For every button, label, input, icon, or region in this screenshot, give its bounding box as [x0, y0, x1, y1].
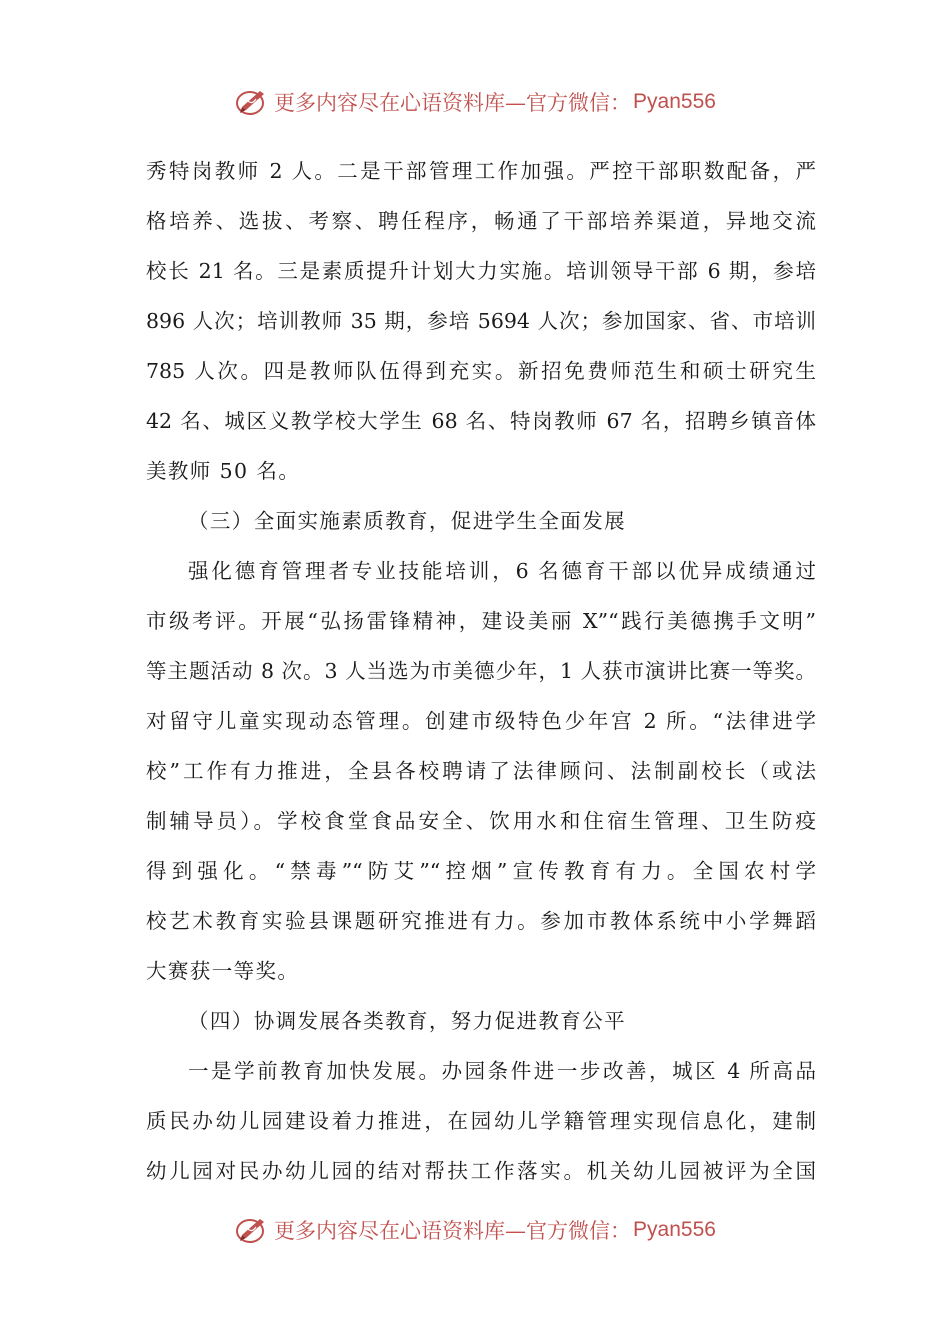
- body-line: 质民办幼儿园建设着力推进，在园幼儿学籍管理实现信息化，建制: [146, 1109, 816, 1133]
- document-body: [146, 146, 816, 1196]
- header-text: 更多内容尽在心语资料库—官方微信：: [274, 91, 632, 115]
- body-line: 校艺术教育实验县课题研究推进有力。参加市教体系统中小学舞蹈: [146, 909, 816, 933]
- body-line: 制辅导员）。学校食堂食品安全、饮用水和住宿生管理、卫生防疫: [146, 809, 816, 833]
- body-line: 强化德育管理者专业技能培训，6 名德育干部以优异成绩通过: [188, 559, 816, 583]
- body-line: 对留守儿童实现动态管理。创建市级特色少年宫 2 所。“法律进学: [146, 709, 816, 733]
- body-line: 42 名、城区义教学校大学生 68 名、特岗教师 67 名，招聘乡镇音体: [146, 409, 816, 433]
- body-line: 一是学前教育加快发展。办园条件进一步改善，城区 4 所高品: [188, 1059, 816, 1083]
- body-line: 896 人次；培训教师 35 期，参培 5694 人次；参加国家、省、市培训: [146, 309, 816, 333]
- header-wechat-id: Pyan556: [633, 90, 716, 113]
- footer-banner: [0, 1210, 950, 1250]
- body-line: 等主题活动 8 次。3 人当选为市美德少年，1 人获市演讲比赛一等奖。: [146, 659, 816, 683]
- body-line: 校”工作有力推进，全县各校聘请了法律顾问、法制副校长（或法: [146, 759, 816, 783]
- body-line: 市级考评。开展“弘扬雷锋精神，建设美丽 X”“践行美德携手文明”: [146, 609, 816, 633]
- body-line: 幼儿园对民办幼儿园的结对帮扶工作落实。机关幼儿园被评为全国: [146, 1159, 816, 1183]
- header-banner: [0, 82, 950, 122]
- section-heading: （四）协调发展各类教育，努力促进教育公平: [188, 1009, 626, 1033]
- body-line: 785 人次。四是教师队伍得到充实。新招免费师范生和硕士研究生: [146, 359, 816, 383]
- footer-wechat-id: Pyan556: [633, 1218, 716, 1241]
- pen-logo-icon: [234, 1213, 270, 1247]
- body-line: 秀特岗教师 2 人。二是干部管理工作加强。严控干部职数配备，严: [146, 159, 816, 183]
- footer-text: 更多内容尽在心语资料库—官方微信：: [274, 1219, 632, 1243]
- section-heading: （三）全面实施素质教育，促进学生全面发展: [188, 509, 626, 533]
- body-line: 格培养、选拔、考察、聘任程序，畅通了干部培养渠道，异地交流: [146, 209, 816, 233]
- body-line: 美教师 50 名。: [146, 459, 301, 483]
- body-line: 得到强化。“禁毒”“防艾”“控烟”宣传教育有力。全国农村学: [146, 859, 816, 883]
- pen-logo-icon: [234, 85, 270, 119]
- body-line: 大赛获一等奖。: [146, 959, 300, 983]
- body-line: 校长 21 名。三是素质提升计划大力实施。培训领导干部 6 期，参培: [146, 259, 816, 283]
